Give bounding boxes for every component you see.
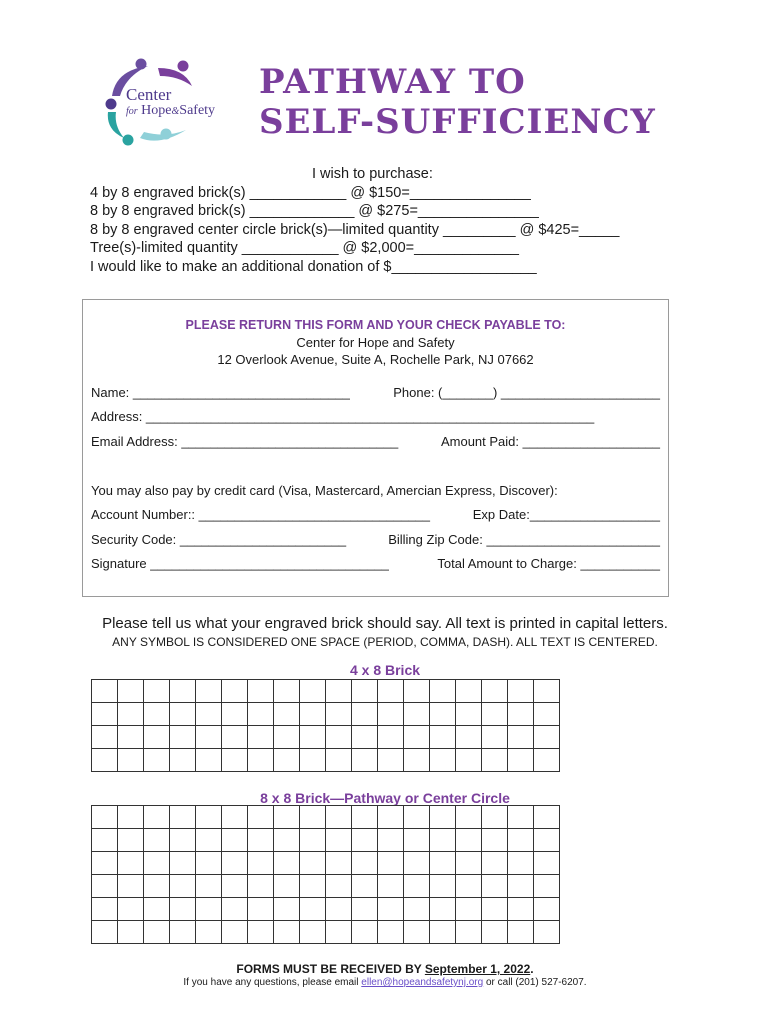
grid-row (92, 898, 560, 921)
letter-cell[interactable] (482, 680, 508, 703)
letter-cell[interactable] (430, 921, 456, 944)
letter-cell[interactable] (274, 749, 300, 772)
logo-line-hope-safety (126, 104, 215, 118)
letter-cell[interactable] (534, 703, 560, 726)
letter-cell[interactable] (196, 852, 222, 875)
letter-cell[interactable] (222, 829, 248, 852)
letter-cell[interactable] (378, 749, 404, 772)
letter-cell[interactable] (118, 852, 144, 875)
letter-cell[interactable] (482, 703, 508, 726)
deadline-notice (0, 962, 770, 976)
letter-cell[interactable] (482, 898, 508, 921)
letter-cell[interactable] (456, 875, 482, 898)
letter-cell[interactable] (248, 852, 274, 875)
letter-cell[interactable] (118, 726, 144, 749)
letter-cell[interactable] (352, 703, 378, 726)
letter-cell[interactable] (92, 726, 118, 749)
letter-cell[interactable] (352, 898, 378, 921)
letter-cell[interactable] (534, 680, 560, 703)
letter-cell[interactable] (430, 875, 456, 898)
letter-cell[interactable] (456, 703, 482, 726)
letter-cell[interactable] (378, 806, 404, 829)
letter-cell[interactable] (534, 829, 560, 852)
letter-cell[interactable] (196, 898, 222, 921)
letter-cell[interactable] (222, 749, 248, 772)
letter-cell[interactable] (300, 921, 326, 944)
deadline-prefix: FORMS MUST BE RECEIVED BY (236, 962, 425, 976)
address-field[interactable]: Address: ______________________________________________________________ (91, 409, 595, 424)
letter-cell[interactable] (404, 680, 430, 703)
letter-cell[interactable] (404, 703, 430, 726)
grid-row (92, 726, 560, 749)
letter-cell[interactable] (274, 852, 300, 875)
letter-cell[interactable] (300, 875, 326, 898)
letter-cell[interactable] (456, 726, 482, 749)
logo-hope: Hope (141, 103, 172, 118)
letter-cell[interactable] (482, 749, 508, 772)
letter-cell[interactable] (274, 680, 300, 703)
contact-prefix: If you have any questions, please email (183, 977, 362, 988)
letter-cell[interactable] (196, 680, 222, 703)
email-field[interactable]: Email Address: ______________________________ (91, 434, 399, 449)
page-title (259, 62, 656, 142)
brick-4x8-grid[interactable] (91, 679, 560, 772)
letter-cell[interactable] (92, 829, 118, 852)
brick-4x8-title: 4 x 8 Brick (349, 662, 421, 678)
letter-cell[interactable] (196, 749, 222, 772)
letter-cell[interactable] (144, 875, 170, 898)
letter-cell[interactable] (352, 875, 378, 898)
letter-cell[interactable] (456, 829, 482, 852)
letter-cell[interactable] (300, 680, 326, 703)
contact-info (0, 977, 770, 988)
letter-cell[interactable] (378, 829, 404, 852)
letter-cell[interactable] (118, 806, 144, 829)
letter-cell[interactable] (144, 829, 170, 852)
letter-cell[interactable] (508, 875, 534, 898)
letter-cell[interactable] (196, 806, 222, 829)
logo-safety: Safety (179, 103, 216, 118)
total-charge-field[interactable]: Total Amount to Charge: ___________ (437, 556, 660, 571)
letter-cell[interactable] (352, 829, 378, 852)
letter-cell[interactable] (118, 680, 144, 703)
letter-cell[interactable] (118, 703, 144, 726)
letter-cell[interactable] (222, 921, 248, 944)
letter-cell[interactable] (248, 806, 274, 829)
letter-cell[interactable] (248, 680, 274, 703)
letter-cell[interactable] (352, 726, 378, 749)
letter-cell[interactable] (482, 875, 508, 898)
brick-8x8-title: 8 x 8 Brick—Pathway or Center Circle (260, 790, 510, 806)
letter-cell[interactable] (144, 680, 170, 703)
signature-field[interactable]: Signature _________________________________ (91, 556, 389, 571)
letter-cell[interactable] (378, 875, 404, 898)
title-line-2: SELF-SUFFICIENCY (259, 102, 656, 142)
logo-for: for (126, 106, 138, 117)
letter-cell[interactable] (170, 852, 196, 875)
purchase-line-4x8[interactable]: 4 by 8 engraved brick(s) ____________ @ $150=_______________ (90, 184, 531, 201)
letter-cell[interactable] (404, 829, 430, 852)
letter-cell[interactable] (274, 806, 300, 829)
letter-cell[interactable] (352, 921, 378, 944)
letter-cell[interactable] (482, 829, 508, 852)
letter-cell[interactable] (300, 829, 326, 852)
letter-cell[interactable] (508, 921, 534, 944)
return-address: 12 Overlook Avenue, Suite A, Rochelle Park, NJ 07662 (217, 352, 534, 367)
letter-cell[interactable] (456, 921, 482, 944)
letter-cell[interactable] (222, 806, 248, 829)
letter-cell[interactable] (300, 852, 326, 875)
letter-cell[interactable] (482, 921, 508, 944)
letter-cell[interactable] (430, 829, 456, 852)
letter-cell[interactable] (378, 852, 404, 875)
letter-cell[interactable] (274, 829, 300, 852)
letter-cell[interactable] (248, 829, 274, 852)
amount-paid-field[interactable]: Amount Paid: ___________________ (440, 434, 660, 449)
letter-cell[interactable] (352, 749, 378, 772)
letter-cell[interactable] (196, 921, 222, 944)
letter-cell[interactable] (404, 898, 430, 921)
letter-cell[interactable] (430, 806, 456, 829)
letter-cell[interactable] (118, 749, 144, 772)
letter-cell[interactable] (274, 921, 300, 944)
letter-cell[interactable] (352, 806, 378, 829)
letter-cell[interactable] (326, 829, 352, 852)
grid-row (92, 875, 560, 898)
letter-cell[interactable] (144, 852, 170, 875)
letter-cell[interactable] (274, 703, 300, 726)
letter-cell[interactable] (326, 852, 352, 875)
letter-cell[interactable] (456, 749, 482, 772)
letter-cell[interactable] (92, 749, 118, 772)
letter-cell[interactable] (378, 680, 404, 703)
logo-line-center: Center (126, 85, 172, 104)
letter-cell[interactable] (378, 921, 404, 944)
letter-cell[interactable] (170, 703, 196, 726)
letter-cell[interactable] (300, 726, 326, 749)
letter-cell[interactable] (248, 921, 274, 944)
grid-row (92, 852, 560, 875)
letter-cell[interactable] (430, 749, 456, 772)
billing-zip-field[interactable]: Billing Zip Code: ________________________ (388, 532, 660, 547)
letter-cell[interactable] (248, 898, 274, 921)
letter-cell[interactable] (92, 921, 118, 944)
letter-cell[interactable] (92, 703, 118, 726)
letter-cell[interactable] (482, 852, 508, 875)
letter-cell[interactable] (456, 680, 482, 703)
letter-cell[interactable] (196, 726, 222, 749)
letter-cell[interactable] (430, 726, 456, 749)
letter-cell[interactable] (326, 703, 352, 726)
letter-cell[interactable] (456, 898, 482, 921)
letter-cell[interactable] (326, 680, 352, 703)
letter-cell[interactable] (404, 875, 430, 898)
letter-cell[interactable] (170, 898, 196, 921)
letter-cell[interactable] (222, 703, 248, 726)
letter-cell[interactable] (196, 703, 222, 726)
letter-cell[interactable] (92, 680, 118, 703)
security-code-field[interactable]: Security Code: _______________________ (91, 532, 347, 547)
letter-cell[interactable] (430, 680, 456, 703)
letter-cell[interactable] (534, 875, 560, 898)
logo-wordmark (126, 86, 215, 118)
letter-cell[interactable] (326, 749, 352, 772)
letter-cell[interactable] (170, 829, 196, 852)
grid-row (92, 680, 560, 703)
letter-cell[interactable] (222, 726, 248, 749)
letter-cell[interactable] (430, 898, 456, 921)
letter-cell[interactable] (534, 921, 560, 944)
letter-cell[interactable] (222, 680, 248, 703)
account-number-field[interactable]: Account Number:: ________________________________ (91, 507, 431, 522)
letter-cell[interactable] (92, 898, 118, 921)
letter-cell[interactable] (248, 703, 274, 726)
letter-cell[interactable] (326, 898, 352, 921)
grid-row (92, 921, 560, 944)
letter-cell[interactable] (352, 852, 378, 875)
name-field[interactable]: Name: ______________________________ (91, 385, 350, 400)
deadline-date: September 1, 2022 (424, 962, 531, 976)
letter-cell[interactable] (404, 921, 430, 944)
purchase-line-tree[interactable]: Tree(s)-limited quantity ____________ @ $2,000=_____________ (90, 240, 519, 256)
security-zip-row (91, 532, 660, 547)
letter-cell[interactable] (222, 898, 248, 921)
purchase-heading: I wish to purchase: (312, 166, 433, 182)
letter-cell[interactable] (170, 749, 196, 772)
address-row (91, 409, 660, 424)
letter-cell[interactable] (248, 726, 274, 749)
letter-cell[interactable] (248, 875, 274, 898)
letter-cell[interactable] (248, 749, 274, 772)
letter-cell[interactable] (534, 806, 560, 829)
letter-cell[interactable] (144, 806, 170, 829)
letter-cell[interactable] (326, 921, 352, 944)
letter-cell[interactable] (170, 726, 196, 749)
brick-8x8-grid[interactable] (91, 805, 560, 944)
deadline-suffix: . (530, 962, 534, 976)
letter-cell[interactable] (482, 806, 508, 829)
email-amount-row (91, 434, 660, 449)
grid-row (92, 806, 560, 829)
exp-date-field[interactable]: Exp Date:__________________ (472, 507, 660, 522)
letter-cell[interactable] (222, 875, 248, 898)
return-heading: PLEASE RETURN THIS FORM AND YOUR CHECK PAYABLE TO: (185, 318, 566, 332)
letter-cell[interactable] (378, 726, 404, 749)
letter-cell[interactable] (170, 806, 196, 829)
letter-cell[interactable] (300, 749, 326, 772)
letter-cell[interactable] (378, 898, 404, 921)
letter-cell[interactable] (92, 852, 118, 875)
letter-cell[interactable] (118, 921, 144, 944)
grid-row (92, 829, 560, 852)
letter-cell[interactable] (274, 898, 300, 921)
letter-cell[interactable] (300, 898, 326, 921)
letter-cell[interactable] (508, 806, 534, 829)
letter-cell[interactable] (118, 829, 144, 852)
account-exp-row (91, 507, 660, 522)
grid-row (92, 703, 560, 726)
letter-cell[interactable] (326, 726, 352, 749)
letter-cell[interactable] (404, 749, 430, 772)
signature-total-row (91, 556, 660, 571)
contact-suffix: or call (201) 527-6207. (483, 977, 587, 988)
letter-cell[interactable] (92, 875, 118, 898)
letter-cell[interactable] (508, 680, 534, 703)
contact-email-link[interactable]: ellen@hopeandsafetynj.org (361, 977, 484, 988)
letter-cell[interactable] (404, 726, 430, 749)
letter-cell[interactable] (508, 726, 534, 749)
letter-cell[interactable] (300, 703, 326, 726)
letter-cell[interactable] (170, 680, 196, 703)
payment-box (82, 299, 669, 597)
letter-cell[interactable] (430, 703, 456, 726)
letter-cell[interactable] (508, 703, 534, 726)
letter-cell[interactable] (222, 852, 248, 875)
letter-cell[interactable] (144, 703, 170, 726)
credit-card-note-row (91, 483, 660, 498)
name-phone-row (91, 385, 660, 400)
letter-cell[interactable] (508, 898, 534, 921)
phone-field[interactable]: Phone: (_______) ______________________ (393, 385, 660, 400)
letter-cell[interactable] (534, 749, 560, 772)
engraving-instructions: Please tell us what your engraved brick should say. All text is printed in capital letters. (102, 615, 668, 632)
letter-cell[interactable] (144, 921, 170, 944)
letter-cell[interactable] (430, 852, 456, 875)
letter-cell[interactable] (534, 726, 560, 749)
letter-cell[interactable] (196, 875, 222, 898)
grid-row (92, 749, 560, 772)
return-org: Center for Hope and Safety (296, 335, 455, 350)
purchase-line-donation[interactable]: I would like to make an additional donation of $__________________ (90, 258, 537, 275)
letter-cell[interactable] (170, 921, 196, 944)
purchase-section (90, 165, 619, 276)
letter-cell[interactable] (534, 852, 560, 875)
letter-cell[interactable] (508, 852, 534, 875)
title-line-1: PATHWAY TO (259, 62, 526, 102)
letter-cell[interactable] (534, 898, 560, 921)
letter-cell[interactable] (404, 806, 430, 829)
engraving-rules: ANY SYMBOL IS CONSIDERED ONE SPACE (PERIOD, COMMA, DASH). ALL TEXT IS CENTERED. (112, 635, 658, 649)
letter-cell[interactable] (170, 875, 196, 898)
letter-cell[interactable] (118, 898, 144, 921)
purchase-line-8x8[interactable]: 8 by 8 engraved brick(s) _____________ @ $275=_______________ (90, 203, 539, 219)
letter-cell[interactable] (326, 806, 352, 829)
letter-cell[interactable] (144, 749, 170, 772)
letter-cell[interactable] (456, 806, 482, 829)
letter-cell[interactable] (404, 852, 430, 875)
letter-cell[interactable] (144, 726, 170, 749)
logo-amp: & (171, 106, 180, 117)
letter-cell[interactable] (92, 806, 118, 829)
credit-card-note: You may also pay by credit card (Visa, Mastercard, Amercian Express, Discover): (91, 483, 558, 498)
letter-cell[interactable] (300, 806, 326, 829)
letter-cell[interactable] (118, 875, 144, 898)
letter-cell[interactable] (144, 898, 170, 921)
letter-cell[interactable] (196, 829, 222, 852)
letter-cell[interactable] (326, 875, 352, 898)
letter-cell[interactable] (352, 680, 378, 703)
purchase-line-center-circle[interactable]: 8 by 8 engraved center circle brick(s)—limited quantity _________ @ $425=_____ (90, 221, 620, 238)
letter-cell[interactable] (482, 726, 508, 749)
letter-cell[interactable] (508, 829, 534, 852)
letter-cell[interactable] (456, 852, 482, 875)
letter-cell[interactable] (378, 703, 404, 726)
letter-cell[interactable] (508, 749, 534, 772)
letter-cell[interactable] (274, 875, 300, 898)
letter-cell[interactable] (274, 726, 300, 749)
